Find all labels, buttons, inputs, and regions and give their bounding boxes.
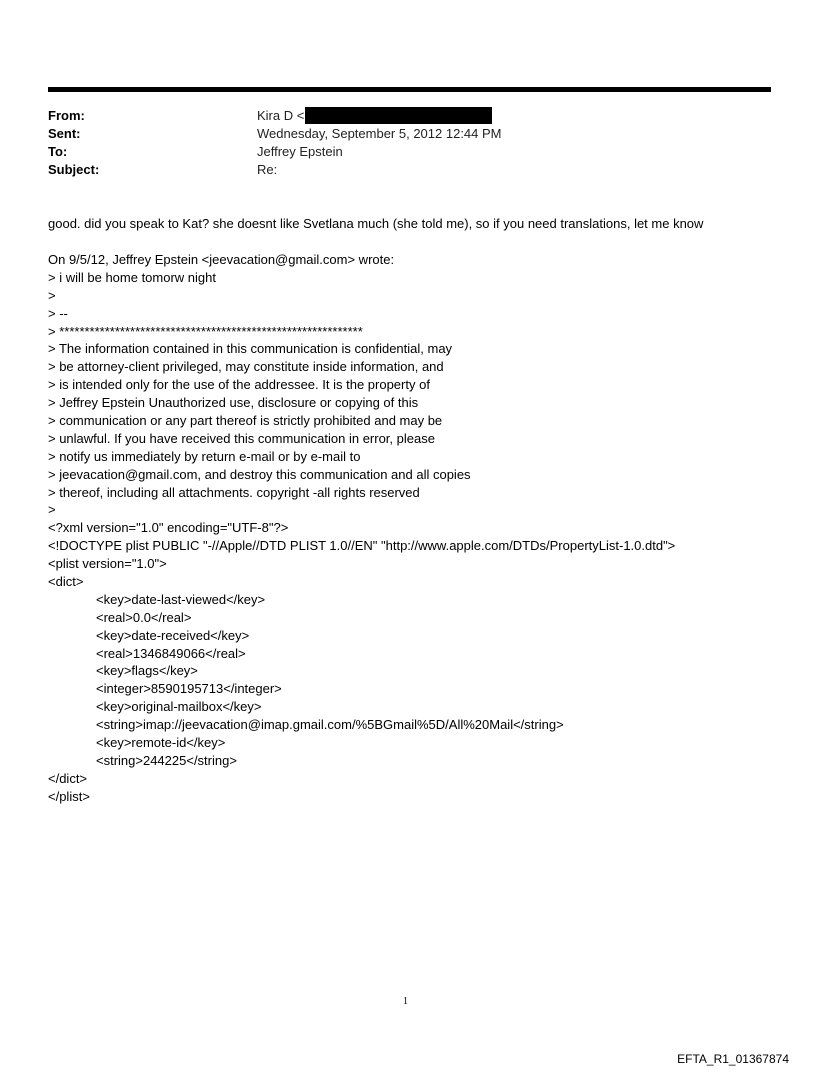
plist-line: <real>1346849066</real> — [96, 645, 246, 661]
dict-close: </dict> — [48, 770, 88, 786]
plist-line: <string>244225</string> — [96, 752, 237, 768]
plist-close: </plist> — [48, 788, 90, 804]
header-divider — [48, 87, 771, 92]
quoted-line: > Jeffrey Epstein Unauthorized use, disclosure or copying of this — [48, 395, 419, 411]
plist-line: <string>imap://jeevacation@imap.gmail.com/%5BGmail%5D/All%20Mail</string> — [96, 717, 564, 733]
plist-open: <plist version="1.0"> — [48, 556, 167, 572]
from-name: Kira D < — [257, 108, 305, 123]
message-body: good. did you speak to Kat? she doesnt like Svetlana much (she told me), so if you need translations, let me know — [48, 216, 704, 231]
quoted-line: > — [48, 502, 56, 518]
quoted-line: > communication or any part thereof is strictly prohibited and may be — [48, 413, 443, 429]
subject-value: Re: — [257, 162, 278, 177]
quoted-line: > i will be home tomorw night — [48, 269, 216, 285]
plist-line: <key>remote-id</key> — [96, 735, 226, 751]
plist-line: <real>0.0</real> — [96, 609, 192, 625]
plist-line: <key>flags</key> — [96, 663, 198, 679]
document-id: EFTA_R1_01367874 — [677, 1052, 789, 1066]
quoted-message — [48, 251, 788, 806]
from-value — [257, 107, 492, 125]
quoted-line: > be attorney-client privileged, may constitute inside information, and — [48, 359, 444, 375]
quoted-line: On 9/5/12, Jeffrey Epstein <jeevacation@gmail.com> wrote: — [48, 252, 395, 267]
page-number: 1 — [403, 996, 408, 1007]
sent-label: Sent: — [48, 126, 81, 141]
plist-line: <key>original-mailbox</key> — [96, 699, 262, 715]
quoted-line: > is intended only for the use of the addressee. It is the property of — [48, 377, 430, 393]
doctype-line: <!DOCTYPE plist PUBLIC "-//Apple//DTD PLIST 1.0//EN" "http://www.apple.com/DTDs/PropertyList-1.0.dtd"> — [48, 538, 676, 554]
plist-line: <key>date-received</key> — [96, 627, 250, 643]
quoted-line: > thereof, including all attachments. copyright -all rights reserved — [48, 484, 420, 500]
quoted-line: > The information contained in this communication is confidential, may — [48, 341, 453, 357]
to-value: Jeffrey Epstein — [257, 144, 343, 159]
plist-line: <integer>8590195713</integer> — [96, 681, 282, 697]
plist-line: <key>date-last-viewed</key> — [96, 591, 266, 607]
xml-declaration: <?xml version="1.0" encoding="UTF-8"?> — [48, 520, 289, 536]
subject-label: Subject: — [48, 162, 100, 177]
quoted-line: > unlawful. If you have received this communication in error, please — [48, 430, 435, 446]
quoted-line: > notify us immediately by return e-mail or by e-mail to — [48, 448, 361, 464]
quoted-line: > -- — [48, 305, 68, 321]
quoted-line: > ************************************************************ — [48, 323, 363, 339]
from-label: From: — [48, 108, 85, 123]
to-label: To: — [48, 144, 68, 159]
quoted-line: > — [48, 287, 56, 303]
dict-open: <dict> — [48, 574, 84, 590]
quoted-line: > jeevacation@gmail.com, and destroy this communication and all copies — [48, 466, 471, 482]
sent-value: Wednesday, September 5, 2012 12:44 PM — [257, 126, 502, 141]
redaction-box — [305, 107, 492, 124]
